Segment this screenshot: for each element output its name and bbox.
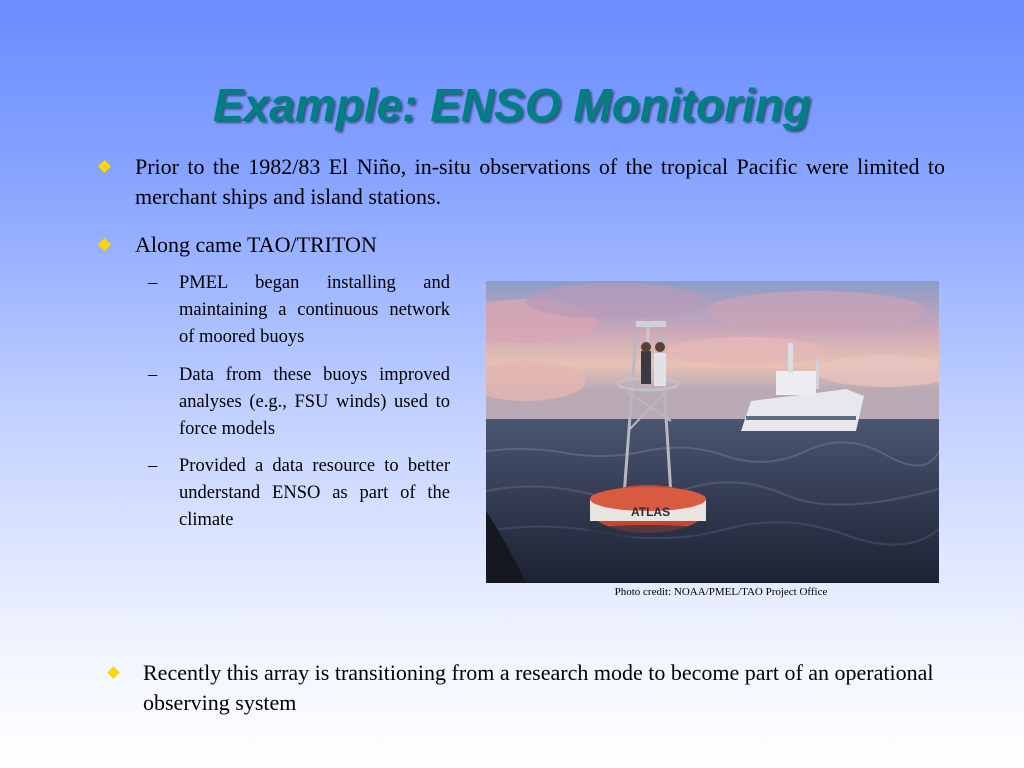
slide-title: Example: ENSO Monitoring	[212, 79, 812, 131]
sub-bullet-3-text: Provided a data resource to better understand ENSO as part of the climate	[179, 456, 450, 530]
sub-bullet-dash: –	[148, 456, 158, 476]
sub-bullet-dash: –	[148, 365, 158, 385]
buoy-label: ATLAS	[631, 505, 671, 519]
buoy-photo	[486, 281, 939, 583]
photo-credit: Photo credit: NOAA/PMEL/TAO Project Office	[614, 586, 828, 598]
bullet-diamond-icon	[98, 160, 111, 173]
bullet-3-text: Recently this array is transitioning from a research mode to become part of an operational observing system	[143, 660, 934, 715]
sub-bullet-1-text: PMEL began installing and maintaining a continuous network of moored buoys	[179, 273, 450, 347]
bullet-diamond-icon	[107, 666, 120, 679]
bullet-diamond-icon	[98, 238, 111, 251]
bullet-2-text: Along came TAO/TRITON	[135, 232, 377, 257]
bullet-1-text: Prior to the 1982/83 El Niño, in-situ observations of the tropical Pacific were limited to merchant ships and island stations.	[135, 154, 945, 209]
sub-bullet-2-text: Data from these buoys improved analyses (e.g., FSU winds) used to force models	[179, 365, 450, 439]
sub-bullet-dash: –	[148, 273, 158, 293]
